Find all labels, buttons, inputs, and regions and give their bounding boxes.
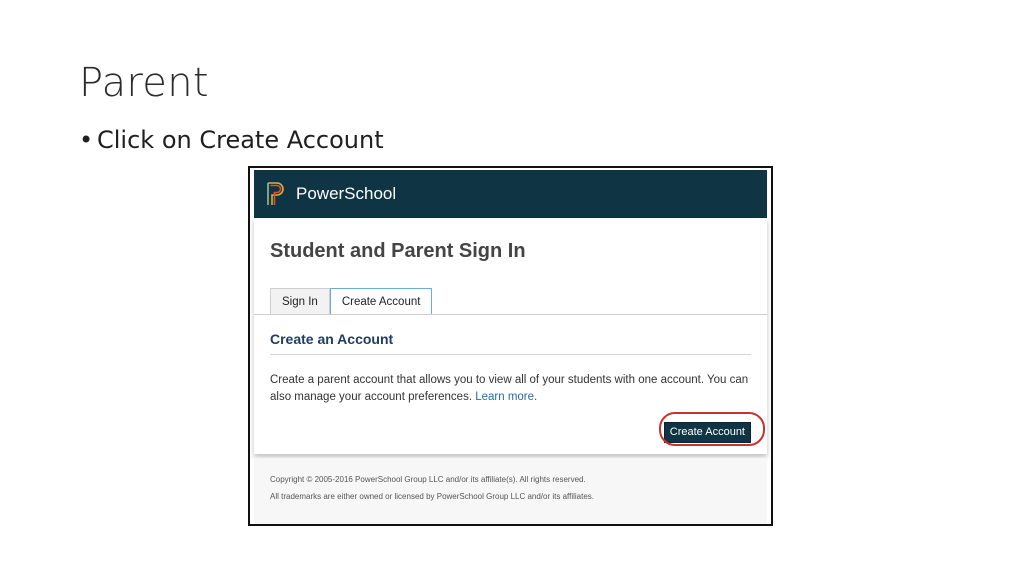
highlight-circle bbox=[659, 412, 765, 446]
section-divider bbox=[270, 354, 751, 355]
learn-more-link[interactable]: Learn more. bbox=[475, 391, 538, 403]
copyright-text: Copyright © 2005-2016 PowerSchool Group LLC and/or its affiliate(s). All rights reserved. bbox=[270, 475, 586, 484]
powerschool-header bbox=[254, 170, 767, 218]
trademark-text: All trademarks are either owned or licensed by PowerSchool Group LLC and/or its affiliates. bbox=[270, 492, 595, 501]
tab-create-account[interactable]: Create Account bbox=[330, 288, 433, 315]
section-description bbox=[270, 372, 755, 406]
slide-bullet bbox=[79, 126, 384, 154]
tab-divider bbox=[254, 314, 767, 315]
create-account-button[interactable]: Create Account bbox=[664, 422, 751, 443]
section-heading: Create an Account bbox=[270, 331, 394, 347]
bullet-marker: • bbox=[79, 126, 94, 154]
description-text: Create a parent account that allows you to view all of your students with one account. You can also manage your account preferences. bbox=[270, 374, 749, 403]
slide-title: Parent bbox=[79, 60, 209, 106]
powerschool-brand: PowerSchool bbox=[296, 184, 397, 203]
tab-sign-in[interactable]: Sign In bbox=[270, 288, 330, 315]
page-title: Student and Parent Sign In bbox=[270, 240, 526, 262]
bullet-text: Click on Create Account bbox=[97, 126, 384, 154]
powerschool-logo-icon bbox=[266, 181, 288, 207]
powerschool-screenshot bbox=[248, 166, 773, 526]
tab-bar bbox=[270, 288, 432, 315]
page-footer bbox=[254, 458, 767, 524]
